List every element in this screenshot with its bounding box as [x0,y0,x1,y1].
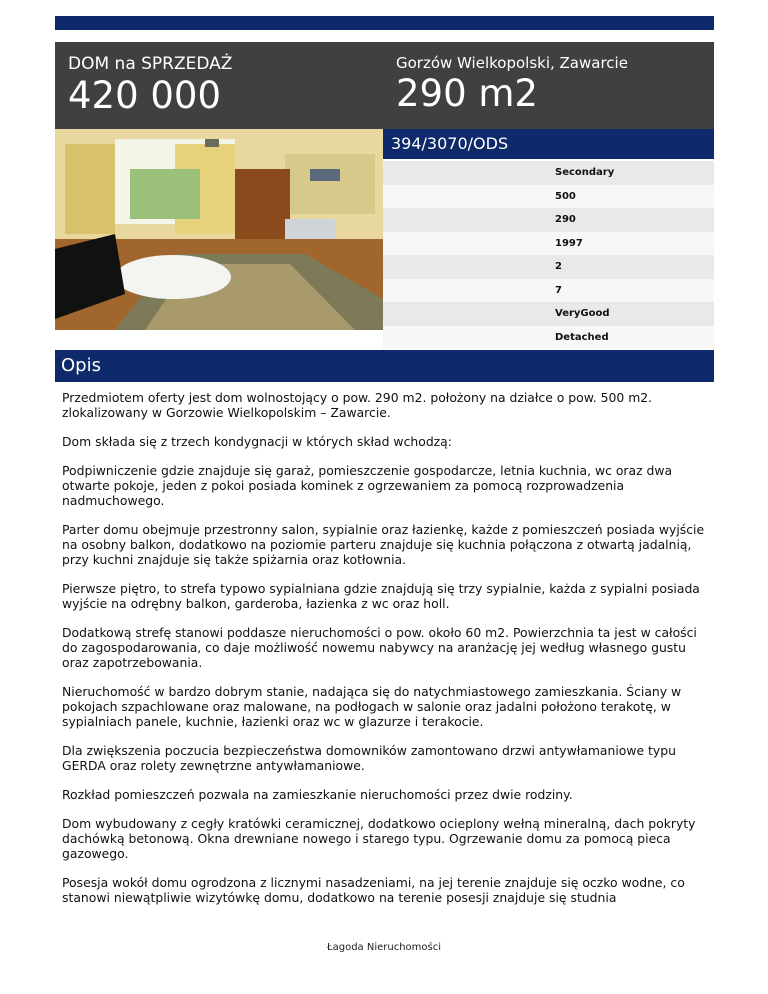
description-paragraph: Pierwsze piętro, to strefa typowo sypialniana gdzie znajdują się trzy sypialnie, każda z sypialni posiada wyjście na odrębny balkon, garderoba, łazienka z wc oraz holl. [62,581,700,611]
listing-type: DOM na SPRZEDAŻ [68,54,233,74]
description-paragraph: Nieruchomość w bardzo dobrym stanie, nadająca się do natychmiastowego zamieszkania. Ściany w pokojach szpachlowane oraz malowane, na podłogach w salonie oraz jadalni położono terakotę, w sypialniach panele, kuchnie, łazienki oraz wc w glazurze i terakocie. [62,684,682,729]
listing-header [55,42,714,129]
listing-location: Gorzów Wielkopolski, Zawarcie [396,54,628,72]
attr-market: Secondary [383,161,714,185]
description-paragraph: Przedmiotem oferty jest dom wolnostojący o pow. 290 m2. położony na działce o pow. 500 m2. zlokalizowany w Gorzowie Wielkopolskim – Zawarcie. [62,390,653,420]
property-photo [55,129,383,330]
attr-year-built: 1997 [383,232,714,256]
reference-bar [383,129,714,159]
attr-building-type: Detached [383,326,714,350]
description-paragraph: Dom wybudowany z cegły kratówki ceramicznej, dodatkowo ocieplony wełną mineralną, dach pokryty dachówką betonową. Okna drewniane nowego i starego typu. Ogrzewanie domu za pomocą pieca gazowego. [62,816,696,861]
description-paragraph: Podpiwniczenie gdzie znajduje się garaż, pomieszczenie gospodarcze, letnia kuchnia, wc oraz dwa otwarte pokoje, jeden z pokoi posiada kominek z ogrzewaniem za pomocą rozprowadzenia nadmuchowego. [62,463,673,508]
description-paragraph: Dla zwiększenia poczucia bezpieczeństwa domowników zamontowano drzwi antywłamaniowe typu GERDA oraz rolety zewnętrzne antywłamaniowe. [62,743,676,773]
description-body [62,390,707,919]
attr-condition: VeryGood [383,302,714,326]
description-paragraph: Rozkład pomieszczeń pozwala na zamieszkanie nieruchomości przez dwie rodziny. [62,787,573,802]
description-paragraph: Parter domu obejmuje przestronny salon, sypialnie oraz łazienkę, każde z pomieszczeń posiada wyjście na osobny balkon, dodatkowo na poziomie parteru znajduje się kuchnia połączona z otwartą jadalnią, przy kuchni znajduje się także spiżarnia oraz kotłownia. [62,522,705,567]
description-heading-bar [55,350,714,382]
footer-agency-name: Łagoda Nieruchomości [326,942,442,953]
listing-price: 420 000 [68,74,222,117]
description-paragraph: Dom składa się z trzech kondygnacji w których skład wchodzą: [62,434,452,449]
listing-area: 290 m2 [396,72,538,115]
top-accent-bar [55,16,714,30]
section-title: Opis [61,355,101,376]
reference-number: 394/3070/ODS [391,134,509,153]
attr-floors: 2 [383,255,714,279]
description-paragraph: Dodatkową strefę stanowi poddasze nieruchomości o pow. około 60 m2. Powierzchnia ta jest w całości do zagospodarowania, co daje możliwość nowemu nabywcy na aranżację jej według własnego gustu oraz zapotrzebowania. [62,625,697,670]
attr-plot-area: 500 [383,185,714,209]
description-paragraph: Posesja wokół domu ogrodzona z licznymi nasadzeniami, na jej terenie znajduje się oczko wodne, co stanowi niewątpliwie wizytówkę domu, dodatkowo na terenie posesji znajduje się studnia [62,875,685,905]
property-attributes [383,161,714,349]
attr-living-area: 290 [383,208,714,232]
attr-rooms: 7 [383,279,714,303]
